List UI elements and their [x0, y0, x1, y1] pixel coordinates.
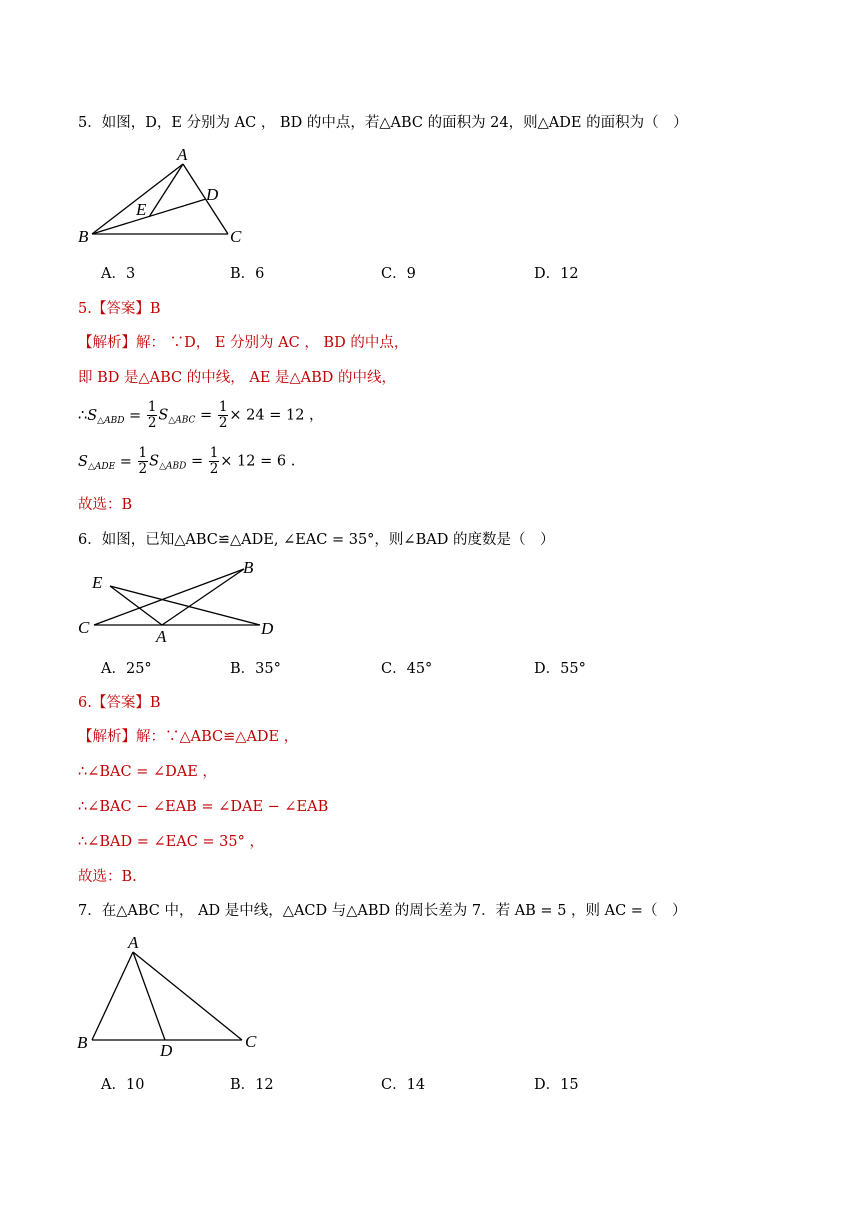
q7-option-c[interactable]: C．14 [381, 1077, 426, 1093]
q5-analysis-line-4: $S_{\triangle ADE}$ = $\frac{1}{2}$ $S_{\triangle ABD}$ = $\frac{1}{2}$ × 12 = 6 . [78, 445, 296, 477]
q5-figure [70, 145, 270, 250]
q7-label-b: B [77, 1033, 88, 1052]
q5-stem: 5．如图，D，E 分别为 AC ， BD 的中点，若△ABC 的面积为 24，则△ADE 的面积为（ ） [78, 115, 688, 131]
q6-label-d: D [261, 619, 274, 638]
q6-stem: 6．如图，已知△ABC≌△ADE, ∠EAC = 35°，则∠BAD 的度数是（ ） [78, 532, 555, 548]
q5-answer: 5.【答案】B [78, 301, 161, 317]
q6-conclusion: 故选：B. [78, 869, 137, 885]
q6-figure [70, 556, 290, 646]
q6-analysis-line-4: ∴∠BAD = ∠EAC = 35° ， [78, 834, 264, 850]
q5-label-a: A [177, 145, 188, 164]
q5-conclusion: 故选：B [78, 497, 133, 513]
q6-label-c: C [78, 618, 90, 637]
q5-option-b[interactable]: B．6 [230, 266, 265, 282]
q6-analysis-line-1: 【解析】解：∵△ABC≌△ADE ， [78, 729, 299, 745]
q5-analysis-line-3: $\therefore S_{\triangle ABD}$ = $\frac{1}{2}$ $S_{\triangle ABC}$ = $\frac{1}{2}$ × 24 = 12 ， [78, 399, 324, 431]
q6-answer: 6.【答案】B [78, 695, 161, 711]
q7-label-c: C [245, 1032, 257, 1051]
q6-analysis-line-3: ∴∠BAC − ∠EAB = ∠DAE − ∠EAB [78, 799, 329, 815]
q5-label-d: D [206, 185, 219, 204]
q5-analysis-line-2: 即 BD 是△ABC 的中线， AE 是△ABD 的中线， [78, 370, 397, 386]
q7-label-a: A [128, 933, 139, 952]
q5-option-d[interactable]: D．12 [534, 266, 579, 282]
q7-label-d: D [160, 1041, 173, 1060]
q7-option-a[interactable]: A．10 [101, 1077, 145, 1093]
q7-figure [70, 932, 270, 1060]
q6-label-a: A [156, 627, 167, 646]
q7-stem: 7．在△ABC 中， AD 是中线，△ACD 与△ABD 的周长差为 7．若 AB = 5 ，则 AC =（ ） [78, 903, 687, 919]
q5-analysis-line-1: 【解析】解： ∵D， E 分别为 AC ， BD 的中点， [78, 335, 409, 351]
q6-option-a[interactable]: A．25° [101, 661, 152, 677]
q5-label-e: E [136, 200, 147, 219]
q5-option-a[interactable]: A．3 [101, 266, 136, 282]
q6-analysis-line-2: ∴∠BAC = ∠DAE ， [78, 764, 217, 780]
q6-label-e: E [92, 573, 103, 592]
q7-option-d[interactable]: D．15 [534, 1077, 579, 1093]
q5-option-c[interactable]: C．9 [381, 266, 416, 282]
q6-option-c[interactable]: C．45° [381, 661, 433, 677]
q5-label-b: B [78, 227, 89, 246]
q6-option-d[interactable]: D．55° [534, 661, 586, 677]
q6-option-b[interactable]: B．35° [230, 661, 281, 677]
q5-label-c: C [230, 227, 242, 246]
q7-option-b[interactable]: B．12 [230, 1077, 274, 1093]
q6-label-b: B [243, 558, 254, 577]
